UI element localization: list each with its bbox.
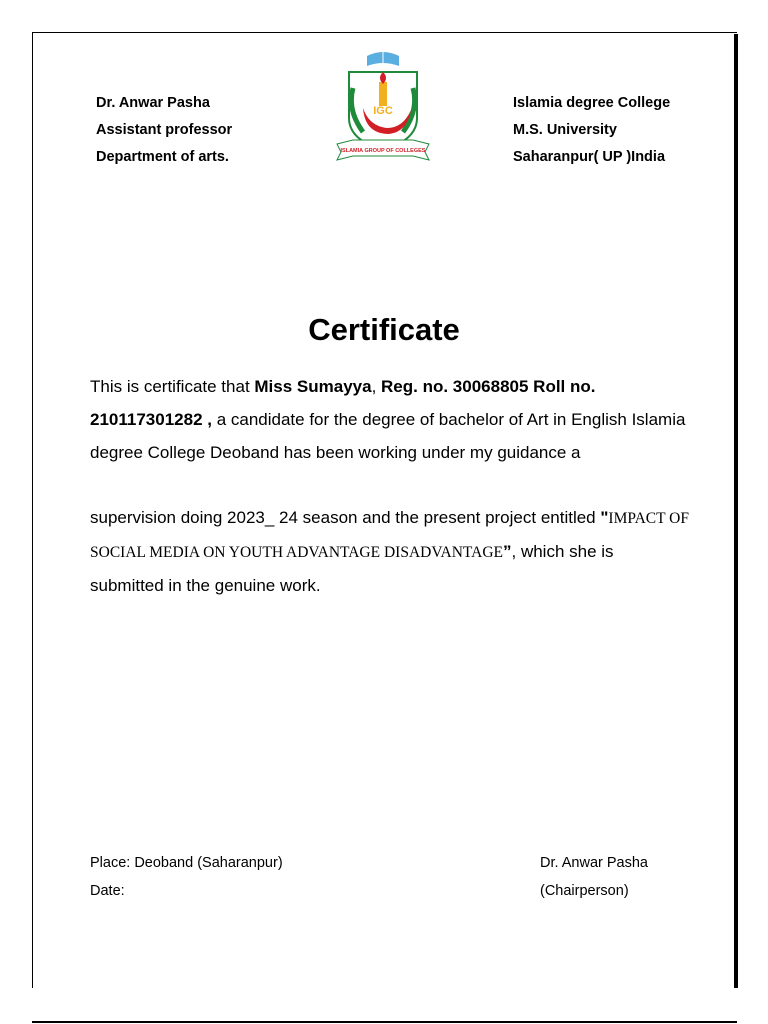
project-title: IMPACT OF SOCIAL MEDIA ON YOUTH ADVANTAGE DISADVANTAGE [90,510,689,561]
sender-designation: Assistant professor [96,122,233,138]
registration-roll-number: Reg. no. 30068805 Roll no. 210117301282 , [90,377,596,429]
student-name: Miss Sumayya [254,377,372,396]
certificate-paragraph-1 [90,370,690,469]
p1-continuation: a candidate for the degree of bachelor of Art in English Islamia degree College Deoband has been working under my guidance a [90,410,686,462]
logo-banner-text: ISLAMIA GROUP OF COLLEGES [340,148,426,154]
page-border-left [32,32,33,988]
institution-college: Islamia degree College [513,95,671,111]
close-quote: ” [503,542,512,561]
p1-comma: , [371,377,382,396]
place-line: Place: Deoband (Saharanpur) [90,855,283,871]
date-line: Date: [90,883,125,899]
p2-continuation: , which she is submitted in the genuine work. [90,542,614,595]
p1-intro: This is certificate that [90,377,255,396]
sender-name: Dr. Anwar Pasha [96,95,210,111]
certificate-paragraph-2 [90,501,690,602]
institution-location: Saharanpur( UP )India [513,149,666,165]
signatory-block [540,849,648,905]
page-border-right [734,34,738,988]
page-border-bottom [32,1021,737,1023]
logo-initials: IGC [373,105,393,117]
institution-info [513,90,670,171]
sender-department: Department of arts. [96,149,229,165]
open-quote: " [600,508,609,527]
place-date-block [90,849,283,905]
college-logo [333,48,433,162]
signatory-name: Dr. Anwar Pasha [540,855,648,871]
p2-intro: supervision doing 2023_ 24 season and the present project entitled [90,508,601,527]
page-border-top [32,32,737,33]
certificate-title: Certificate [308,312,460,347]
sender-info [96,90,232,171]
signatory-role: (Chairperson) [540,883,629,899]
institution-university: M.S. University [513,122,617,138]
